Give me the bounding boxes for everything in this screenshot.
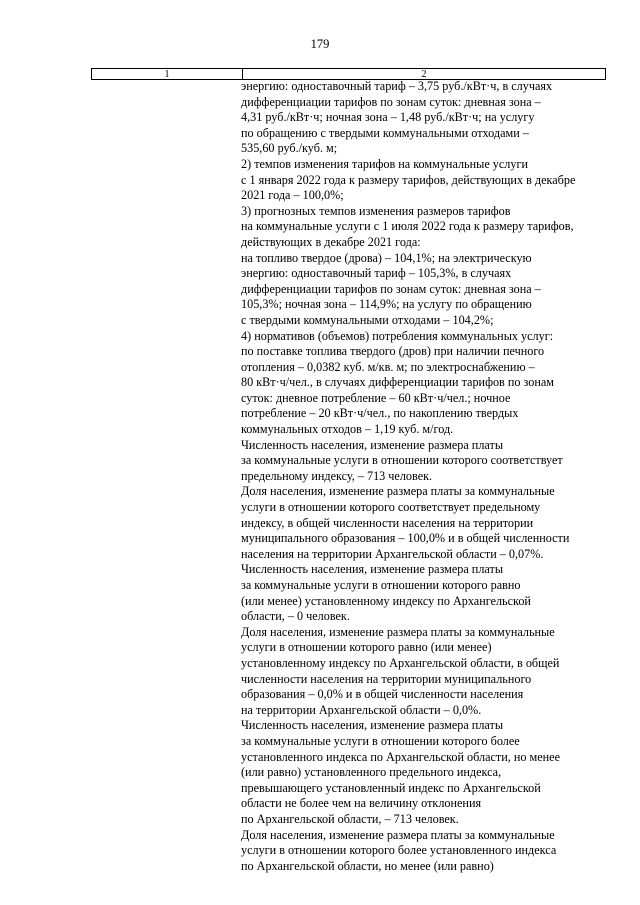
text-line: индексу, в общей численности населения на территории xyxy=(241,515,534,530)
text-line: превышающего установленный индекс по Архангельской xyxy=(241,780,541,795)
text-line: установленного индекса по Архангельской области, но менее xyxy=(241,749,560,764)
text-line: населения на территории Архангельской области – 0,07%. xyxy=(241,546,544,561)
text-line: с твердыми коммунальными отходами – 104,2%; xyxy=(241,312,494,327)
text-line: услуги в отношении которого более установленного индекса xyxy=(241,843,557,858)
text-line: по поставке топлива твердого (дров) при наличии печного xyxy=(241,344,545,359)
text-line: потребление – 20 кВт·ч/чел., по накоплению твердых xyxy=(241,406,519,421)
text-line: энергию: одноставочный тариф – 3,75 руб./кВт·ч, в случаях xyxy=(241,79,553,93)
text-line: с 1 января 2022 года к размеру тарифов, действующих в декабре xyxy=(241,172,576,187)
text-line: Доля населения, изменение размера платы за коммунальные xyxy=(241,624,555,639)
text-line: муниципального образования – 100,0% и в общей численности xyxy=(241,531,570,546)
text-line: за коммунальные услуги в отношении которого равно xyxy=(241,578,521,592)
text-line: услуги в отношении которого соответствует предельному xyxy=(241,500,541,515)
text-line: за коммунальные услуги в отношении которого более xyxy=(241,733,520,748)
text-line: численности населения на территории муниципального xyxy=(241,671,532,686)
text-line: установленному индексу по Архангельской области, в общей xyxy=(241,655,560,670)
text-line: 80 кВт·ч/чел., в случаях дифференциации тарифов по зонам xyxy=(241,375,555,390)
text-line: дифференциации тарифов по зонам суток: дневная зона – xyxy=(241,94,541,109)
text-line: отопления – 0,0382 куб. м/кв. м; по электроснабжению – xyxy=(241,359,535,374)
text-line: Доля населения, изменение размера платы за коммунальные xyxy=(241,484,555,499)
text-line: на коммунальные услуги с 1 июля 2022 года к размеру тарифов, xyxy=(241,219,574,234)
text-line: по Архангельской области, – 713 человек. xyxy=(241,811,459,826)
text-line: 535,60 руб./куб. м; xyxy=(241,141,338,156)
text-line: 3) прогнозных темпов изменения размеров тарифов xyxy=(241,203,511,218)
text-line: услуги в отношении которого равно (или менее) xyxy=(241,640,492,655)
text-line: 4) нормативов (объемов) потребления коммунальных услуг: xyxy=(241,328,554,343)
text-line: за коммунальные услуги в отношении которого соответствует xyxy=(241,453,563,468)
text-line: Доля населения, изменение размера платы за коммунальные xyxy=(241,827,555,842)
text-line: суток: дневное потребление – 60 кВт·ч/чел.; ночное xyxy=(241,390,511,405)
text-line: энергию: одноставочный тариф – 105,3%, в случаях xyxy=(241,266,512,281)
text-line: 2) темпов изменения тарифов на коммунальные услуги xyxy=(241,156,528,171)
text-line: 105,3%; ночная зона – 114,9%; на услугу по обращению xyxy=(241,297,532,312)
text-line: дифференциации тарифов по зонам суток: дневная зона – xyxy=(241,281,541,296)
text-line: Численность населения, изменение размера платы xyxy=(241,437,504,452)
text-line: области, – 0 человек. xyxy=(241,609,350,624)
text-line: 4,31 руб./кВт·ч; ночная зона – 1,48 руб./кВт·ч; на услугу xyxy=(241,110,535,125)
text-line: предельному индексу, – 713 человек. xyxy=(241,468,433,483)
column-2-header: 2 xyxy=(421,69,427,80)
text-line: коммунальных отходов – 1,19 куб. м/год. xyxy=(241,422,454,437)
text-line: 2021 года – 100,0%; xyxy=(241,188,344,203)
column-1-header: 1 xyxy=(92,69,243,79)
text-line: на территории Архангельской области – 0,0%. xyxy=(241,702,482,717)
text-line: Численность населения, изменение размера платы xyxy=(241,718,504,733)
text-line: (или менее) установленному индексу по Архангельской xyxy=(241,593,531,608)
text-line: по обращению с твердыми коммунальными отходами – xyxy=(241,125,529,140)
text-line: (или равно) установленного предельного индекса, xyxy=(241,765,502,780)
text-line: образования – 0,0% и в общей численности населения xyxy=(241,687,524,702)
document-text-column xyxy=(241,79,609,874)
text-line: Численность населения, изменение размера платы xyxy=(241,562,504,577)
text-line: области не более чем на величину отклонения xyxy=(241,796,482,811)
text-line: по Архангельской области, но менее (или равно) xyxy=(241,858,494,873)
text-line: действующих в декабре 2021 года: xyxy=(241,234,421,249)
text-line: на топливо твердое (дрова) – 104,1%; на электрическую xyxy=(241,250,532,265)
page-number: 179 xyxy=(310,37,330,51)
